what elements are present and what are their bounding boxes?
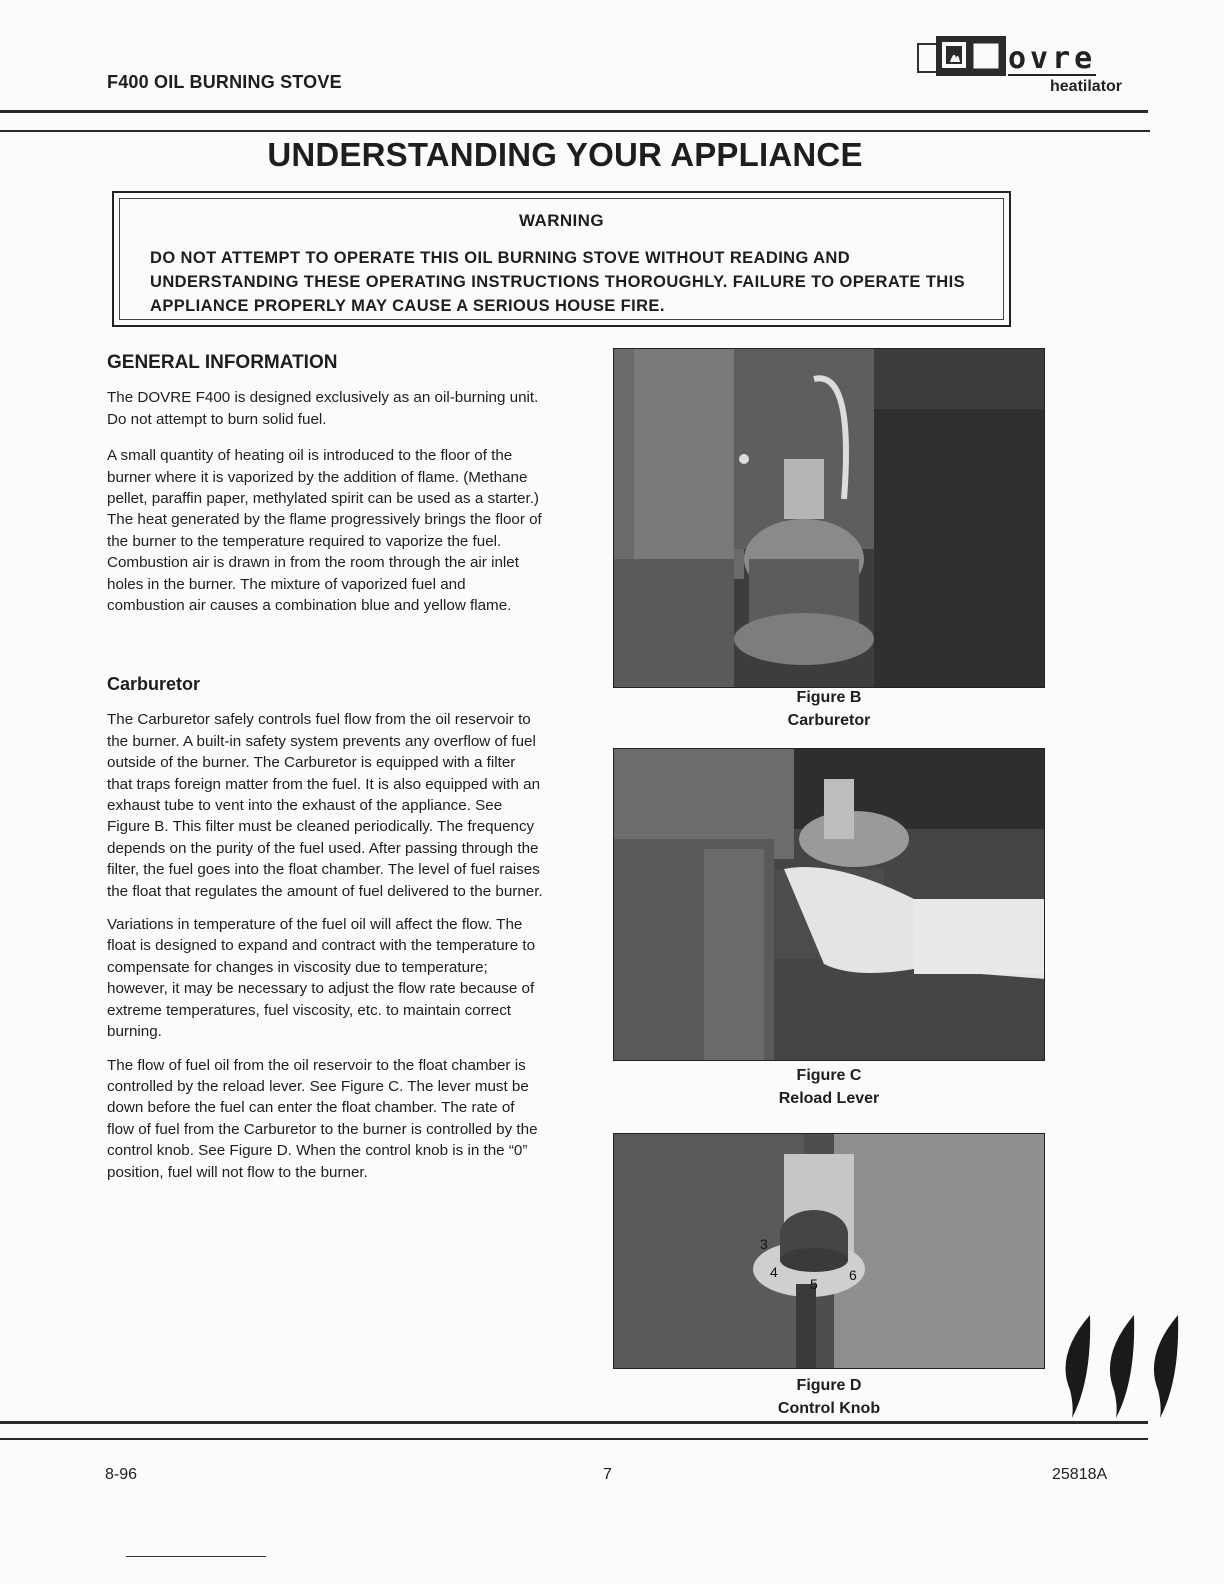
document-header-title: F400 OIL BURNING STOVE — [107, 72, 342, 92]
figure-d-title: Control Knob — [777, 1400, 881, 1417]
warning-title: WARNING — [519, 211, 604, 230]
footer-rule — [0, 1421, 1148, 1424]
carburetor-paragraph-1: The Carburetor safely controls fuel flow from the oil reservoir to the burner. A built-in safety system prevents any overflow of fuel outside of the burner. The Carburetor is equipped with a filter that traps foreign matter from the fuel. It is also equipped with an exhaust tube to vent into the exhaust of the appliance. See Figure B. This filter must be cleaned periodically. The frequency depends on the purity of the fuel used. After passing through the filter, the fuel goes into the float chamber. The level of fuel raises the float that regulates the amount of fuel delivered to the burner. — [107, 711, 543, 900]
figure-d-label: Figure D — [796, 1377, 862, 1394]
footer-date: 8-96 — [105, 1466, 138, 1483]
header-rule — [0, 110, 1148, 113]
stove-logo-icon — [916, 30, 1008, 80]
carburetor-section — [107, 674, 543, 1183]
carburetor-paragraph-3: The flow of fuel oil from the oil reservoir to the float chamber is controlled by the reload lever. See Figure C. The lever must be down before the fuel can enter the float chamber. The rate of flow of fuel from the Carburetor to the burner is controlled by the control knob. See Figure D. When the control knob is in the “0” position, fuel will not flow to the burner. — [107, 1056, 538, 1181]
dial-number-6: 6 — [849, 1267, 857, 1283]
general-paragraph-1: The DOVRE F400 is designed exclusively as an oil-burning unit. Do not attempt to burn solid fuel. — [107, 389, 539, 428]
dovre-heatilator-logo — [916, 30, 1148, 102]
reload-lever-photo-image — [614, 749, 1045, 1061]
footer-rule-2 — [0, 1438, 1148, 1440]
warning-box — [112, 191, 1011, 327]
general-information-heading: GENERAL INFORMATION — [107, 352, 338, 373]
footer-page-number: 7 — [603, 1466, 612, 1483]
footer-document-code: 25818A — [1052, 1466, 1108, 1483]
carburetor-heading: Carburetor — [107, 674, 201, 694]
bottom-short-rule — [126, 1556, 266, 1557]
dial-number-5: 5 — [810, 1276, 818, 1292]
control-knob-photo-image — [614, 1134, 1045, 1369]
figure-c-caption — [613, 1064, 1045, 1110]
logo-sub-text: heatilator — [1050, 78, 1123, 95]
figure-b-photo — [613, 348, 1045, 688]
flame-decoration-icon — [1050, 1310, 1190, 1420]
dial-number-4: 4 — [770, 1264, 778, 1280]
warning-text: DO NOT ATTEMPT TO OPERATE THIS OIL BURNING STOVE WITHOUT READING AND UNDERSTANDING THESE OPERATING INSTRUCTIONS THOROUGHLY. FAILURE TO OPERATE THIS APPLIANCE PROPERLY MAY CAUSE A SERIOUS HOUSE FIRE. — [150, 249, 965, 315]
header-rule-2 — [0, 130, 1150, 132]
dial-number-3: 3 — [760, 1236, 768, 1252]
figure-b-title: Carburetor — [787, 712, 871, 729]
figure-d-caption — [613, 1374, 1045, 1420]
general-paragraph-2: A small quantity of heating oil is introduced to the floor of the burner where it is vaporized by the addition of flame. (Methane pellet, paraffin paper, methylated spirit can be used as a starter.) The heat generated by the flame progressively brings the floor of the burner to the temperature required to vaporize the fuel. Combustion air is drawn in from the room through the air inlet holes in the burner. The mixture of vaporized fuel and combustion air causes a combination blue and yellow flame. — [107, 447, 542, 615]
figure-c-title: Reload Lever — [778, 1090, 880, 1107]
figure-d-photo — [613, 1133, 1045, 1369]
carburetor-photo-image — [614, 349, 1045, 688]
logo-brand-text: ovre — [1008, 41, 1097, 76]
figure-c-label: Figure C — [796, 1067, 862, 1084]
figure-c-photo — [613, 748, 1045, 1061]
figure-b-label: Figure B — [796, 689, 862, 706]
warning-inner-border — [119, 198, 1004, 320]
general-information-section — [107, 352, 543, 616]
figure-b-caption — [613, 686, 1045, 732]
carburetor-paragraph-2: Variations in temperature of the fuel oil will affect the flow. The float is designed to expand and contract with the temperature to compensate for changes in viscosity due to temperature; however, it may be necessary to adjust the flow rate because of extreme temperatures, fuel viscosity, etc. to maintain correct burning. — [107, 916, 536, 1041]
page-title: UNDERSTANDING YOUR APPLIANCE — [267, 136, 863, 173]
